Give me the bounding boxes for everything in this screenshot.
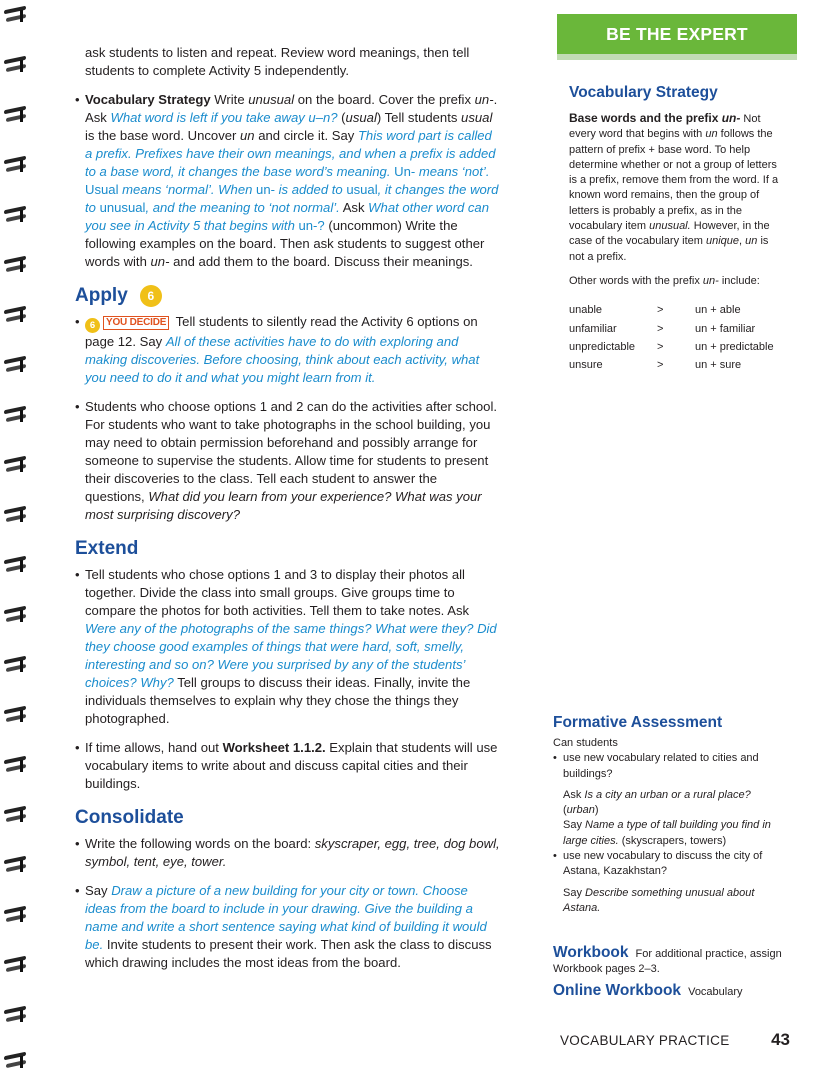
separator-cell: > bbox=[657, 322, 664, 335]
separator-cell: > bbox=[657, 304, 664, 317]
text-run: ( bbox=[337, 110, 346, 125]
script-upright-run: Un- bbox=[390, 164, 416, 179]
script-run: What word is left if you take away u–n? bbox=[110, 110, 338, 125]
spiral-coil bbox=[4, 706, 28, 726]
text-run: Say bbox=[563, 886, 586, 899]
italic-run: What did you learn from your experience? What was your most surprising discovery? bbox=[85, 489, 482, 522]
text-run: Say bbox=[85, 883, 112, 898]
consolidate-bullet-1 bbox=[75, 835, 500, 871]
text-run: Tell students who chose options 1 and 3 to display their photos all together. Divide the class into small groups. Give groups time to compare the photos for both activities. Tell them to take notes. Ask bbox=[85, 567, 470, 618]
consolidate-heading-text: Consolidate bbox=[75, 807, 184, 828]
italic-run: skyscraper, egg, tree, dog bowl, symbol, tent, eye, tower. bbox=[85, 836, 500, 869]
text-run: Say bbox=[563, 819, 586, 832]
formative-sub-question bbox=[563, 818, 783, 849]
italic-run: unique bbox=[705, 235, 740, 248]
text-run: include: bbox=[718, 274, 760, 287]
spiral-coil bbox=[4, 506, 28, 526]
text-run: Invite students to present their work. Then ask the class to discuss which drawing includes the most ideas from the board. bbox=[85, 937, 492, 970]
script-upright-run: Usual bbox=[85, 182, 119, 197]
vocab-strategy-box bbox=[569, 84, 784, 376]
text-run: Ask bbox=[563, 788, 585, 801]
online-workbook-label: Online Workbook bbox=[553, 981, 682, 999]
banner-text: BE THE EXPERT bbox=[606, 24, 748, 44]
vocab-strategy-label: Vocabulary Strategy bbox=[85, 92, 211, 107]
spiral-coil bbox=[4, 956, 28, 976]
text-run: on the board. Cover the prefix bbox=[294, 92, 475, 107]
italic-run: unusual bbox=[248, 92, 295, 107]
text-run: Explain that students will use vocabulary items to write about and discuss capital cities and their buildings. bbox=[85, 740, 498, 791]
script-run: means ‘not’. bbox=[415, 164, 490, 179]
spiral-coil bbox=[4, 1006, 28, 1026]
spiral-coil bbox=[4, 156, 28, 176]
spiral-coil bbox=[4, 456, 28, 476]
apply-bullet-1 bbox=[75, 313, 500, 387]
script-upright-run: un- bbox=[256, 182, 275, 197]
script-upright-run: unusual bbox=[99, 200, 146, 215]
worksheet-reference: Worksheet 1.1.2. bbox=[222, 740, 326, 755]
online-workbook-text: Vocabulary bbox=[685, 985, 743, 998]
table-row bbox=[569, 340, 774, 358]
prefix-word-table bbox=[569, 303, 774, 376]
script-run: , and the meaning to ‘not normal’. bbox=[145, 200, 340, 215]
extend-bullet-2 bbox=[75, 739, 500, 793]
spiral-coil bbox=[4, 606, 28, 626]
text-run: and circle it. Say bbox=[254, 128, 358, 143]
word-cell: unsure bbox=[569, 359, 603, 372]
parts-cell: un + predictable bbox=[695, 340, 774, 353]
lead-italic: un- bbox=[721, 111, 741, 125]
text-run: ( bbox=[563, 804, 567, 817]
spiral-coil bbox=[4, 306, 28, 326]
be-the-expert-banner bbox=[557, 14, 797, 54]
script-run: What other word can you see in Activity 5 that begins with bbox=[85, 200, 489, 233]
formative-item-2 bbox=[553, 849, 783, 916]
workbook-label: Workbook bbox=[553, 944, 629, 961]
script-run: All of these activities have to do with exploring and making discoveries. Before choosing, think about each activity, what you need to do it and what you might learn from it. bbox=[85, 334, 480, 385]
text-run: Tell groups to discuss their ideas. Finally, invite the individuals themselves to explain why they chose the things they photographed. bbox=[85, 675, 471, 726]
workbook-text: For additional practice, assign Workbook pages 2–3. bbox=[553, 948, 782, 976]
text-run: is not a prefix. bbox=[569, 235, 769, 263]
spiral-coil bbox=[4, 856, 28, 876]
text-run: and add them to the board. Discuss their meanings. bbox=[169, 254, 473, 269]
text-run: Students who choose options 1 and 2 can do the activities after school. For students who want to take photographs in the school building, you may need to obtain permission beforehand and possibly arrange for someone to supervise the students. Allow time for students to present their discoveries to the class. Tell each student to answer the questions, bbox=[85, 399, 497, 504]
text-run: However, in the case of the vocabulary item bbox=[569, 220, 770, 248]
script-run: This word part is called a prefix. Prefixes have their own meanings, and when a prefix is added to a base word, it changes the base word’s meaning. bbox=[85, 128, 496, 179]
script-run: means ‘normal’. When bbox=[118, 182, 257, 197]
script-upright-run: un-? bbox=[294, 218, 325, 233]
activity-number-badge: 6 bbox=[140, 285, 162, 307]
script-run: Draw a picture of a new building for your city or town. Choose ideas from the board to include in your drawing. Give the building a name and write a short sentence saying what kind of building it would be. bbox=[85, 883, 487, 952]
spiral-coil bbox=[4, 806, 28, 826]
text-run: (uncommon) Write the following examples on the board. Then ask students to suggest other words with bbox=[85, 218, 485, 269]
spiral-coil bbox=[4, 906, 28, 926]
formative-item-text: use new vocabulary related to cities and buildings? bbox=[563, 752, 759, 780]
italic-run: un- bbox=[150, 254, 170, 269]
text-run: Tell students to silently read the Activity 6 options on page 12. Say bbox=[85, 314, 478, 349]
table-row bbox=[569, 322, 774, 340]
text-run: ) bbox=[594, 804, 599, 817]
activity-number-icon: 6 bbox=[85, 318, 100, 333]
consolidate-heading bbox=[75, 807, 500, 829]
intro-paragraph bbox=[75, 44, 500, 80]
italic-run: Name a type of tall building you find in large cities. bbox=[563, 819, 771, 847]
script-run: Were any of the photographs of the same things? What were they? Did they choose good examples of things that were hard, soft, smelly, interesting and so on? Were you surprised by any of the students’ choices? Why? bbox=[85, 621, 497, 690]
text-run: Other words with the prefix bbox=[569, 274, 703, 287]
text-run: If time allows, hand out bbox=[85, 740, 223, 755]
italic-run: un- bbox=[702, 274, 719, 287]
text-run: Write bbox=[210, 92, 249, 107]
vocab-strategy-title: Vocabulary Strategy bbox=[569, 84, 718, 101]
footer-title: VOCABULARY PRACTICE bbox=[560, 1033, 730, 1048]
extend-bullet-1 bbox=[75, 566, 500, 728]
parts-cell: un + sure bbox=[695, 359, 742, 372]
spiral-coil bbox=[4, 1052, 28, 1072]
word-cell: unfamiliar bbox=[569, 322, 617, 335]
apply-heading bbox=[75, 285, 500, 307]
italic-run: usual bbox=[461, 110, 493, 125]
parts-cell: un + familiar bbox=[695, 322, 756, 335]
text-run: (skyscrapers, towers) bbox=[618, 834, 727, 847]
parts-cell: un + able bbox=[695, 304, 741, 317]
page-number: 43 bbox=[771, 1030, 790, 1049]
workbook-box bbox=[553, 945, 793, 1005]
text-run: , bbox=[739, 235, 746, 248]
page-footer bbox=[560, 1030, 790, 1050]
italic-run: Describe something unusual about Astana. bbox=[563, 886, 755, 914]
spiral-coil bbox=[4, 106, 28, 126]
spiral-coil bbox=[4, 756, 28, 776]
text-run: Not every word that begins with bbox=[569, 113, 761, 141]
formative-intro: Can students bbox=[553, 737, 618, 749]
text-run: Ask bbox=[339, 200, 369, 215]
italic-run: un bbox=[705, 128, 718, 141]
italic-run: un bbox=[240, 128, 255, 143]
text-run: . Ask bbox=[85, 92, 498, 125]
apply-heading-text: Apply bbox=[75, 285, 128, 306]
lead-text: Base words and the prefix bbox=[569, 111, 722, 125]
teaching-notes-column bbox=[75, 44, 500, 983]
text-run: follows the pattern of prefix + base word. To help determine whether or not a group of letters is a prefix, remove them from the word. If a known word remains, then the group of letters is probably a prefix, as in the vocabulary item bbox=[569, 128, 779, 233]
word-cell: unpredictable bbox=[569, 340, 636, 353]
spiral-coil bbox=[4, 6, 28, 26]
text-run: ) Tell students bbox=[376, 110, 462, 125]
script-run: , it changes the word to bbox=[85, 182, 499, 215]
separator-cell: > bbox=[657, 340, 664, 353]
you-decide-badge: YOU DECIDE bbox=[103, 316, 169, 330]
word-cell: unable bbox=[569, 304, 603, 317]
text-run: is the base word. Uncover bbox=[85, 128, 241, 143]
script-run: is added to bbox=[274, 182, 347, 197]
formative-assessment-box bbox=[553, 714, 783, 916]
text-run: Write the following words on the board: bbox=[85, 836, 315, 851]
formative-assessment-title: Formative Assessment bbox=[553, 714, 723, 731]
italic-run: un bbox=[745, 235, 758, 248]
script-upright-run: usual bbox=[346, 182, 378, 197]
spiral-coil bbox=[4, 206, 28, 226]
italic-run: Is a city an urban or a rural place? bbox=[584, 788, 751, 801]
apply-bullet-2 bbox=[75, 398, 500, 524]
formative-item-1 bbox=[553, 751, 783, 849]
vocab-strategy-bullet bbox=[75, 91, 500, 271]
extend-heading-text: Extend bbox=[75, 538, 139, 559]
formative-sub-question bbox=[563, 886, 783, 917]
other-prefix-words-intro bbox=[569, 274, 784, 289]
spiral-coil bbox=[4, 556, 28, 576]
vocab-strategy-body bbox=[569, 111, 784, 265]
italic-run: un- bbox=[474, 92, 494, 107]
spiral-coil bbox=[4, 656, 28, 676]
workbook-line bbox=[553, 945, 793, 978]
italic-run: usual bbox=[345, 110, 377, 125]
online-workbook-line bbox=[553, 983, 793, 1000]
italic-run: urban bbox=[566, 804, 595, 817]
spiral-coil bbox=[4, 356, 28, 376]
spiral-coil bbox=[4, 56, 28, 76]
formative-item-text: use new vocabulary to discuss the city of Astana, Kazakhstan? bbox=[563, 850, 763, 878]
table-row bbox=[569, 358, 774, 376]
extend-heading bbox=[75, 538, 500, 560]
spiral-coil bbox=[4, 256, 28, 276]
separator-cell: > bbox=[657, 359, 664, 372]
intro-text: ask students to listen and repeat. Review word meanings, then tell students to complete Activity 5 independently. bbox=[85, 45, 470, 78]
spiral-coil bbox=[4, 406, 28, 426]
table-row bbox=[569, 303, 774, 321]
formative-sub-question bbox=[563, 788, 783, 819]
consolidate-bullet-2 bbox=[75, 882, 500, 972]
spiral-binding bbox=[0, 0, 34, 1080]
italic-run: unusual. bbox=[649, 220, 691, 233]
